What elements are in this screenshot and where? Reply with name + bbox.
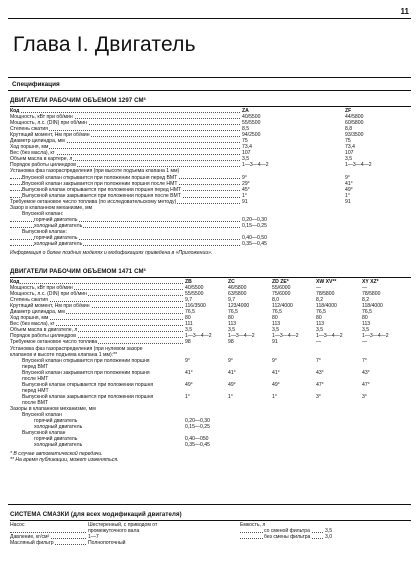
footnote: * В случае автоматической передачи. — [10, 451, 103, 458]
row-label-text: Диаметр цилиндра, мм — [10, 138, 65, 145]
row-value: 0,35—0,45 — [242, 241, 267, 248]
column-header: ZB — [185, 279, 192, 285]
row-value: 41° — [345, 180, 353, 187]
row-label-text: холодный двигатель — [34, 424, 83, 431]
row-label-text: Вес (без масла), кг — [10, 150, 55, 157]
row-label-text: Объем масла в двигателе, л — [10, 327, 78, 334]
row-value: 9,7 — [185, 297, 193, 304]
row-value: 3,5 — [242, 156, 250, 163]
row-label — [10, 241, 242, 247]
row-value: 47° — [362, 381, 370, 388]
row-value: 3,5 — [228, 327, 236, 334]
row-value: 9° — [185, 357, 190, 364]
row-value: 107 — [345, 150, 354, 157]
row-value: 8,0 — [272, 297, 280, 304]
leader-dots — [10, 112, 240, 113]
row-value: 91 — [272, 339, 278, 346]
leader-dots — [10, 283, 183, 284]
row-label-text: горячий двигатель — [34, 234, 78, 241]
row-label-text: Выпускной клапан: — [22, 228, 67, 235]
row-value: — — [316, 285, 322, 292]
row-value: 76,5 — [272, 309, 282, 316]
row-value: 73,4 — [345, 144, 355, 151]
row-value: 80 — [272, 315, 278, 322]
row-value: 29° — [242, 180, 250, 187]
footnotes — [10, 451, 411, 463]
row-value: 8,8 — [345, 126, 353, 133]
footnote: ** На время публикации, может изменяться. — [10, 457, 119, 464]
row-value: 49° — [185, 381, 193, 388]
row-label-text: Впускной клапан — [22, 412, 62, 419]
row-label-text: горячий двигатель — [34, 216, 78, 223]
row-value: 94/2500 — [242, 132, 261, 139]
row-label-text: горячий двигатель — [34, 418, 78, 425]
row-value: 55/5500 — [242, 120, 261, 127]
row-value: 113 — [362, 321, 371, 328]
row-value: 40/5500 — [185, 285, 204, 292]
row-label-text: клапанов и высоте подъема клапана 1 мм):** — [10, 351, 118, 358]
column-header: ZF — [345, 108, 352, 114]
row-value: 118/4000 — [362, 303, 383, 310]
row-value: 1° — [345, 192, 350, 199]
row-value: 76,5 — [228, 309, 238, 316]
lub-value: 1—7 — [88, 534, 99, 541]
row-value: 78/5800 — [362, 291, 381, 298]
row-label-text: Зазоры в клапанном механизме, мм — [10, 405, 96, 412]
row-label-text: Мощность, кВт при об/мин — [10, 285, 73, 292]
lubrication-table — [10, 511, 411, 552]
header-label-text: Код — [10, 279, 20, 285]
info-note: Информация о более поздних моделях и модификациях приведена в «Приложении». — [10, 250, 213, 257]
row-value: 91 — [345, 198, 351, 205]
row-value: 0,40—0,50 — [242, 234, 267, 241]
row-value: 1—3—4—2 — [345, 162, 372, 169]
lubrication-right — [240, 522, 410, 540]
column-header: XW XV** — [316, 279, 337, 285]
row-value: 76,5 — [185, 309, 195, 316]
engine-1471-table — [10, 268, 411, 463]
column-header: XY XZ* — [362, 279, 379, 285]
row-value: 1—3—4—2 — [185, 333, 212, 340]
row-label-text: холодный двигатель — [34, 442, 83, 449]
row-label-text: холодный двигатель — [34, 222, 83, 229]
row-value: 112/4000 — [272, 303, 293, 310]
row-value: 78/5800 — [316, 291, 335, 298]
row-label-text: горячий двигатель — [34, 436, 78, 443]
row-value: 9° — [272, 357, 277, 364]
row-value: 107 — [242, 150, 251, 157]
top-rule — [8, 18, 411, 19]
row-value: 0,15—0,25 — [185, 424, 210, 431]
row-label-text: Порядок работы цилиндров — [10, 333, 76, 340]
row-label-text: перед НМТ — [22, 387, 49, 394]
row-value: 8,2 — [362, 297, 370, 304]
row-value: 55/6000 — [272, 285, 291, 292]
engine-1297-table — [10, 97, 411, 256]
table-row — [10, 241, 411, 247]
row-label-text: Мощность, кВт при об/мин — [10, 114, 73, 121]
row-value: 93/3500 — [345, 132, 364, 139]
lub-value: Полнопоточный — [88, 540, 126, 547]
row-label-text: Впускной клапан: — [22, 210, 64, 217]
row-label-text: Ход поршня, мм — [10, 315, 49, 322]
row-value: 0,15—0,25 — [242, 222, 267, 229]
row-label-text: Мощность, л.с. (DIN) при об/мин — [10, 291, 87, 298]
lubrication-grid — [10, 522, 411, 552]
row-value: 1° — [185, 393, 190, 400]
row-value: 3,5 — [185, 327, 193, 334]
row-value: 3° — [316, 393, 321, 400]
row-value: — — [362, 285, 368, 292]
row-label — [10, 442, 185, 448]
row-value: 8,5 — [242, 126, 250, 133]
row-value: 111 — [185, 321, 193, 328]
row-label-text: Крутящий момент, Нм при об/мин — [10, 132, 90, 139]
row-value: 3° — [362, 393, 367, 400]
row-value: 76,5 — [362, 309, 372, 316]
row-value: 113 — [316, 321, 325, 328]
row-label-text: перед ВМТ — [22, 363, 49, 370]
row-label-text: Впускной клапан закрывается при положении поршня после НМТ — [22, 180, 178, 187]
row-label-text: Выпускной клапан закрывается при положении поршня после ВМТ — [22, 192, 181, 199]
row-value: 7° — [362, 357, 367, 364]
row-label-text: Выпускной клапан открывается при положении поршня — [22, 381, 154, 388]
lub-left-row — [10, 522, 225, 534]
row-label-text: Зазор в клапанном механизме, мм — [10, 204, 93, 211]
column-header: ZC — [228, 279, 235, 285]
lub-label — [10, 522, 88, 534]
lubrication-left — [10, 522, 225, 546]
row-label-text: Ход поршня, мм — [10, 144, 49, 151]
column-header: ZD ZE* — [272, 279, 289, 285]
row-value: 47° — [316, 381, 324, 388]
row-value: 49° — [228, 381, 236, 388]
row-value: 113 — [228, 321, 237, 328]
lub-value: 3,0 — [325, 534, 333, 541]
row-value: 9,7 — [228, 297, 236, 304]
lub-label-text: Насос — [10, 522, 25, 528]
lub-label-text: Емкость, л — [240, 522, 266, 528]
row-value: 9° — [345, 174, 350, 181]
row-value: 8,2 — [316, 297, 324, 304]
lubrication-rule — [10, 520, 411, 521]
lub-label — [10, 540, 88, 546]
row-value: 75 — [345, 138, 351, 145]
row-value: 76,5 — [316, 309, 326, 316]
row-label-text: Впускной клапан открывается при положении поршня перед ВМТ — [22, 174, 178, 181]
row-value: 1—3—4—2 — [272, 333, 299, 340]
lub-right-row — [240, 534, 410, 540]
row-label-text: после НМТ — [22, 375, 49, 382]
row-label-text: Требуемое октановое число топлива — [10, 339, 98, 346]
lub-label-text: Масляный фильтр — [10, 540, 54, 547]
row-label-text: Порядок работы цилиндров — [10, 162, 76, 169]
lub-label-text: Давление, кг/см² — [10, 534, 50, 541]
row-label-text: Впускной клапан открывается при положении поршня — [22, 357, 150, 364]
lubrication-heading: СИСТЕМА СМАЗКИ (для всех модификаций двигателя) — [10, 511, 182, 518]
lub-label-text: без смены фильтра — [264, 534, 311, 541]
row-label-text: Установка фаз газораспределения (при нулевом зазоре — [10, 345, 143, 352]
row-value: 49° — [345, 186, 353, 193]
row-label-text: Объем масла в картере, л — [10, 156, 73, 163]
row-label-text: Впускной клапан закрывается при положении поршня — [22, 369, 150, 376]
row-value: 60/5800 — [345, 120, 364, 127]
row-value: 45° — [242, 186, 250, 193]
row-value: 49° — [272, 381, 280, 388]
row-value: 118/4000 — [316, 303, 337, 310]
row-value: — — [362, 339, 368, 346]
row-value: 98 — [228, 339, 234, 346]
row-value: 41° — [185, 369, 193, 376]
header-label-text: Код — [10, 108, 20, 114]
row-label-text: после ВМТ — [22, 399, 49, 406]
row-value: 80 — [316, 315, 322, 322]
table-heading: ДВИГАТЕЛИ РАБОЧИМ ОБЪЕМОМ 1471 СМ³ — [10, 268, 146, 275]
row-value: 1° — [228, 393, 233, 400]
row-value: 1—3—4—2 — [228, 333, 255, 340]
row-value: 55/5500 — [185, 291, 204, 298]
row-value: 80 — [228, 315, 234, 322]
lub-value: Шестеренный, с приводом от промежуточного вала — [88, 522, 158, 535]
row-value: 0,20—0,30 — [242, 216, 267, 223]
row-value: 80 — [185, 315, 191, 322]
chapter-title: Глава I. Двигатель — [13, 33, 196, 56]
row-label-text: Выпускной клапан закрывается при положении поршня — [22, 393, 154, 400]
table-heading: ДВИГАТЕЛИ РАБОЧИМ ОБЪЕМОМ 1297 СМ³ — [10, 97, 146, 104]
row-label-text: Требуемое октановое число топлива (по исследовательскому методу) — [10, 198, 177, 205]
row-label-text: Степень сжатия — [10, 126, 48, 133]
lub-left-row — [10, 540, 225, 546]
row-value: 3,5 — [272, 327, 280, 334]
row-value: 9° — [228, 357, 233, 364]
row-value: 73,4 — [242, 144, 252, 151]
row-value: 3,5 — [316, 327, 324, 334]
row-value: 43° — [362, 369, 370, 376]
row-value: 1—3—4—2 — [316, 333, 343, 340]
column-header: ZA — [242, 108, 249, 114]
row-value: 1—3—4—2 — [362, 333, 389, 340]
row-value: 116/3500 — [185, 303, 206, 310]
row-value: 1° — [242, 192, 247, 199]
leader-dots — [10, 532, 86, 533]
table-rule — [10, 106, 411, 107]
row-value: 44/5800 — [345, 114, 364, 121]
row-value: 1—3—4—2 — [242, 162, 269, 169]
row-value: 75 — [242, 138, 248, 145]
row-value: 91 — [242, 198, 248, 205]
row-label-text: Мощность, л.с. (DIN) при об/мин — [10, 120, 87, 127]
row-value: 0,40—050 — [185, 436, 209, 443]
row-value: 3,5 — [345, 156, 353, 163]
row-value: — — [316, 339, 322, 346]
table-rule — [10, 277, 411, 278]
row-label-text: Степень сжатия — [10, 297, 48, 304]
row-value: 3,5 — [362, 327, 370, 334]
row-label-text: холодный двигатель — [34, 241, 83, 248]
row-value: 113 — [272, 321, 281, 328]
row-label-text: Вес (без масла), кг — [10, 321, 55, 328]
row-value: 43° — [316, 369, 324, 376]
row-value: 40/5500 — [242, 114, 261, 121]
row-value: 63/5800 — [228, 291, 247, 298]
row-value: 1° — [272, 393, 277, 400]
lub-value: 3,5 — [325, 528, 333, 535]
section-rule-bottom — [8, 90, 411, 91]
section-rule-top — [8, 77, 411, 78]
row-value: 98 — [185, 339, 191, 346]
row-value: 41° — [272, 369, 280, 376]
page-number: 11 — [400, 7, 409, 16]
row-label-text: Установка фаз газораспределения (при высоте подъема клапана 1 мм) — [10, 168, 180, 175]
row-value: 41° — [228, 369, 236, 376]
lub-label — [240, 534, 325, 540]
section-title: Спецификация — [12, 81, 60, 88]
row-value: 75/6000 — [272, 291, 291, 298]
row-value: 0,20—0,30 — [185, 418, 210, 425]
row-value: 7° — [316, 357, 321, 364]
lub-label-text: со сменой фильтра — [264, 528, 310, 535]
row-value: 80 — [362, 315, 368, 322]
row-value: 123/4000 — [228, 303, 250, 310]
row-label-text: Диаметр цилиндра, мм — [10, 309, 65, 316]
row-label-text: Выпускной клапан — [22, 430, 66, 437]
table-row — [10, 442, 411, 448]
row-value: 46/5800 — [228, 285, 247, 292]
row-value: 9° — [242, 174, 247, 181]
row-value: 0,35—0,45 — [185, 442, 210, 449]
lubrication-rule-top — [8, 504, 411, 505]
row-label-text: Крутящий момент, Нм при об/мин — [10, 303, 90, 310]
row-label-text: Выпускной клапан открывается при положении поршня перед НМТ — [22, 186, 182, 193]
